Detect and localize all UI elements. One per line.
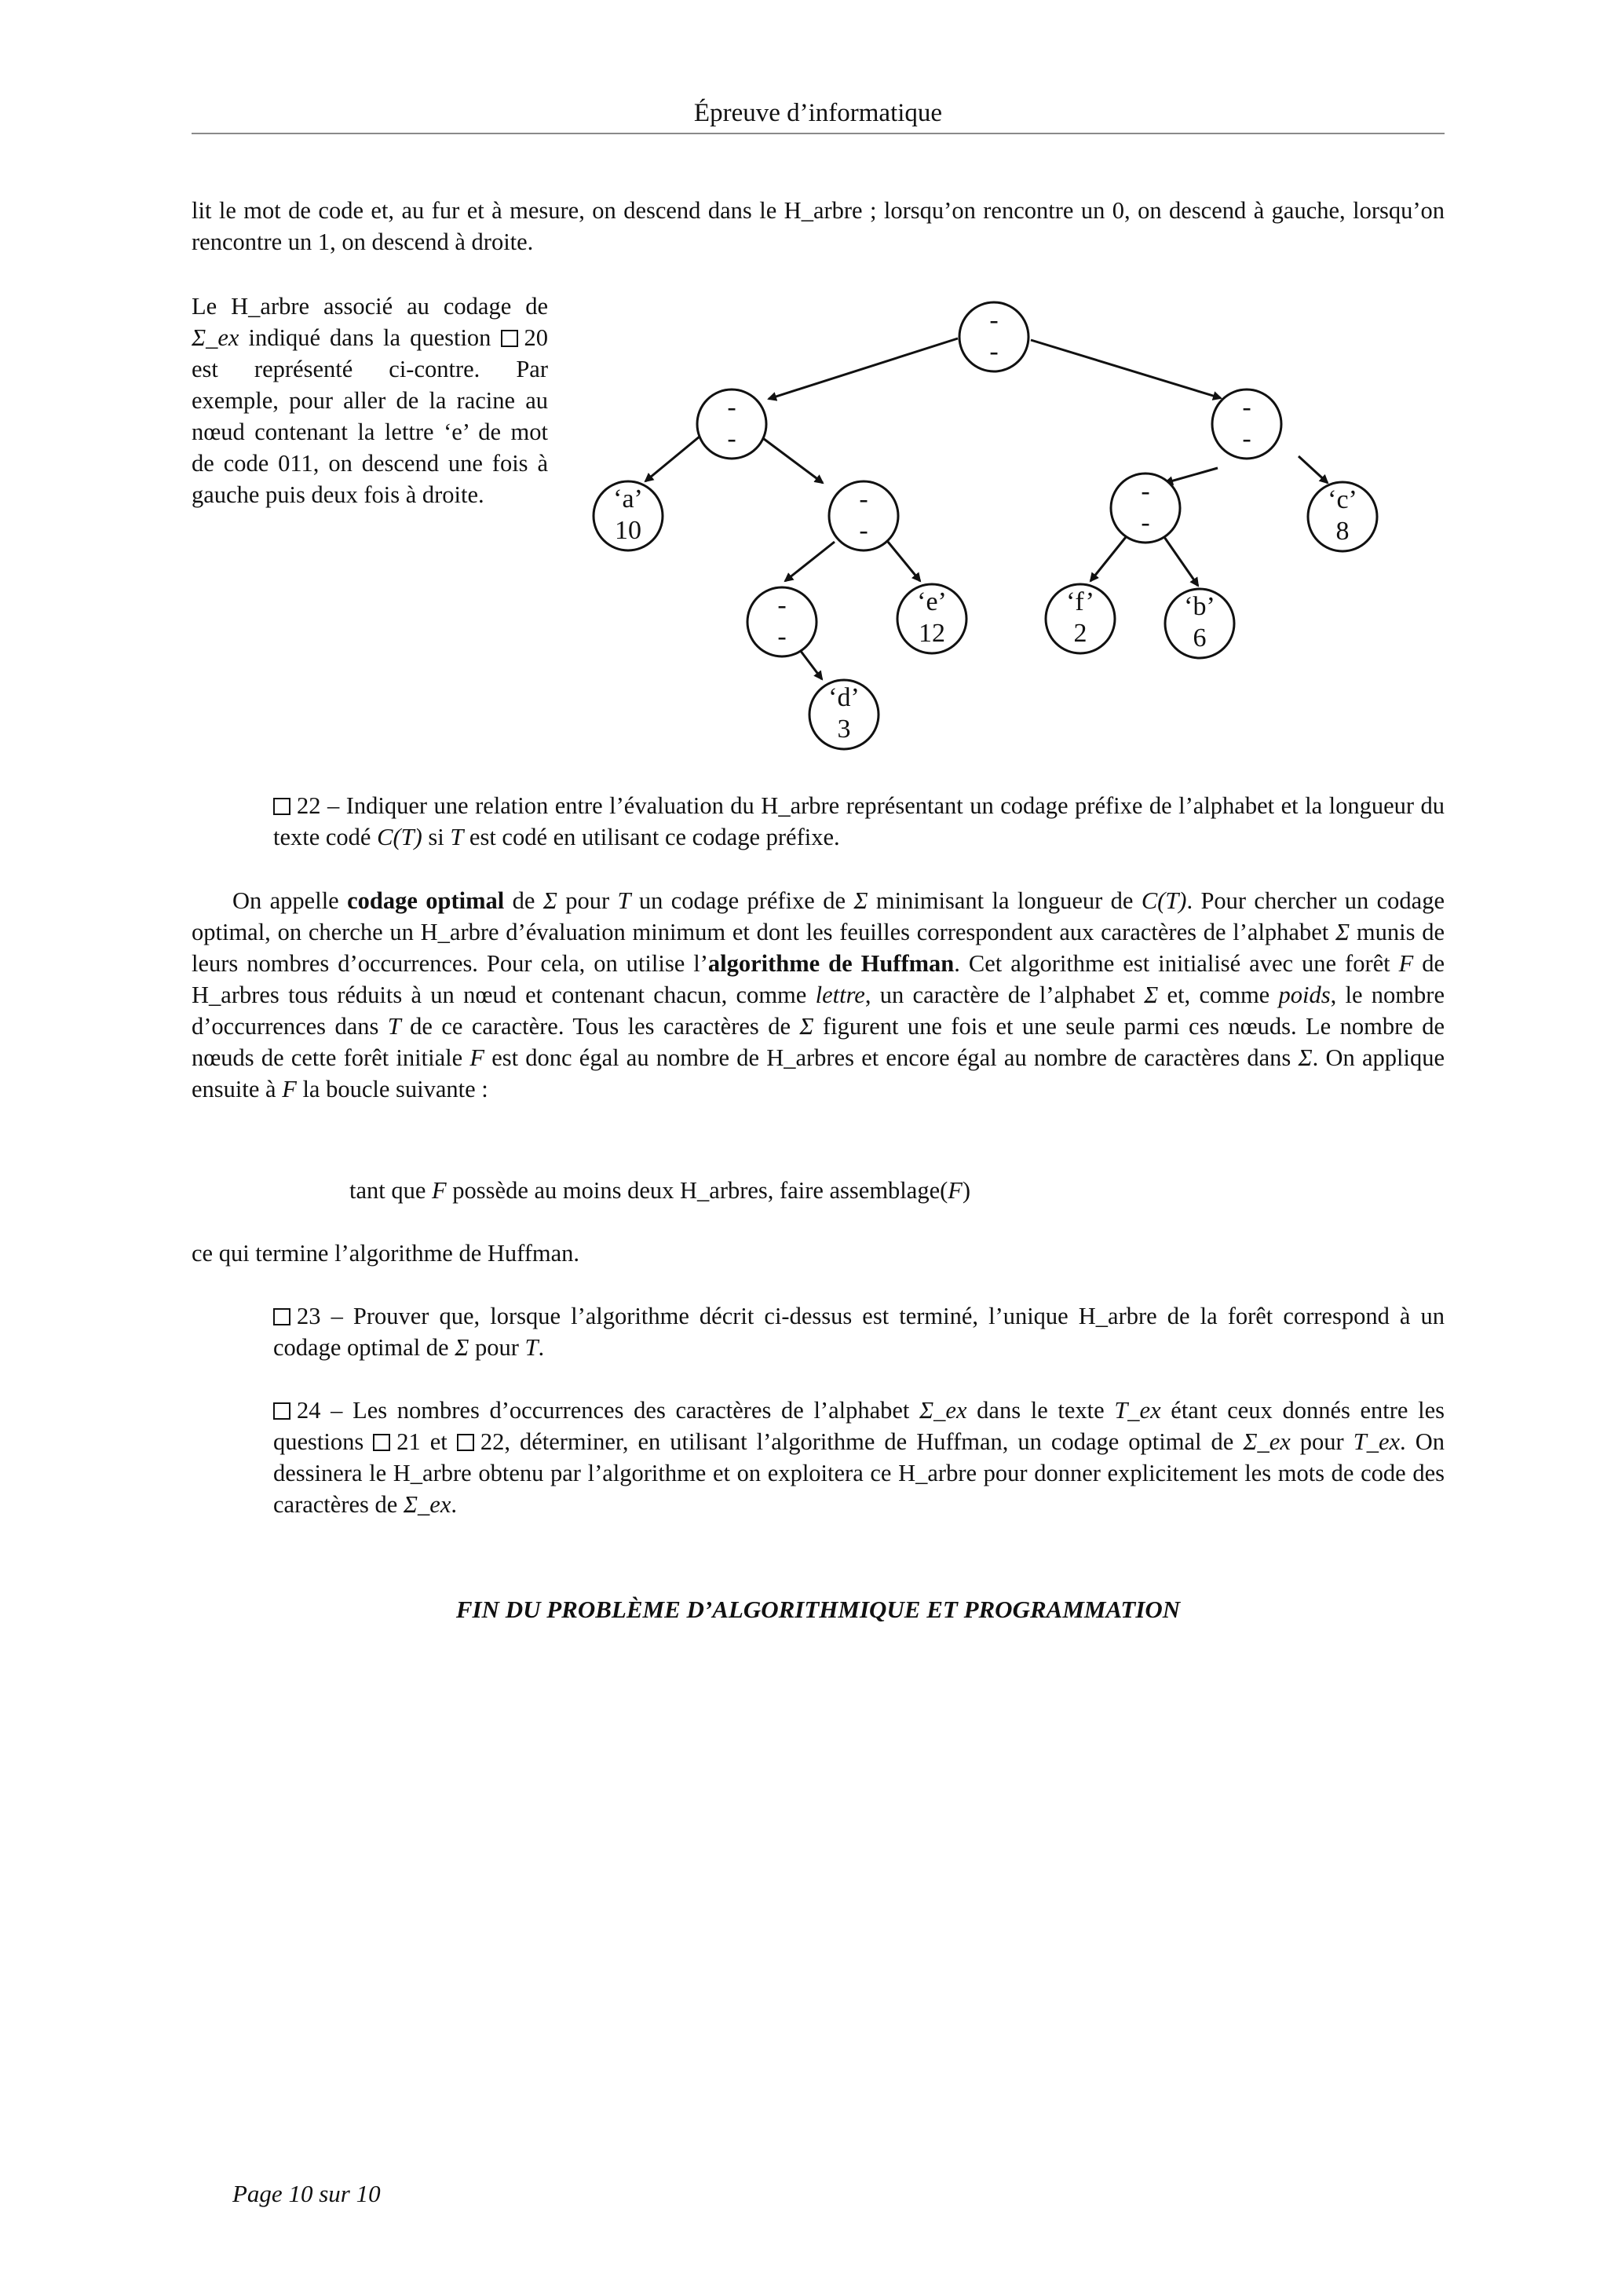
sigma-ex: Σ_ex bbox=[919, 1397, 967, 1424]
question-checkbox-icon bbox=[273, 1308, 290, 1325]
question-ref: 20 bbox=[524, 324, 548, 351]
sigma: Σ bbox=[853, 887, 868, 914]
node-value: 3 bbox=[837, 715, 851, 744]
tree-edge bbox=[1031, 340, 1221, 398]
question-22 bbox=[273, 790, 1445, 853]
text: ) bbox=[962, 1177, 971, 1204]
math-f: F bbox=[432, 1177, 447, 1204]
sigma: Σ bbox=[1144, 982, 1159, 1008]
node-value: - bbox=[989, 337, 999, 366]
node-label: - bbox=[727, 393, 736, 422]
sigma: Σ bbox=[542, 887, 557, 914]
term-lettre: lettre bbox=[815, 982, 865, 1008]
math-f: F bbox=[948, 1177, 963, 1204]
text: la boucle suivante : bbox=[296, 1076, 488, 1102]
node-value: 6 bbox=[1193, 623, 1207, 653]
text: figurent une fois et une seule parmi ces nœuds. Le nombre de nœuds de cette forêt initiale bbox=[192, 1013, 1445, 1071]
text: On appelle bbox=[232, 887, 348, 914]
text: est donc égal au nombre de H_arbres et encore égal au nombre de caractères dans bbox=[484, 1044, 1299, 1071]
text: . bbox=[538, 1334, 545, 1361]
sigma-ex: Σ_ex bbox=[1243, 1428, 1291, 1455]
text: est représenté ci-contre. Par exemple, pour aller de la racine au nœud contenant la lettre ‘e’ de mot de code 011, on descend une fois à gauche puis deux fois à droite. bbox=[192, 356, 548, 508]
question-checkbox-icon bbox=[457, 1434, 474, 1451]
question-number: 22 – bbox=[297, 792, 346, 819]
sigma: Σ bbox=[1335, 919, 1350, 945]
tree-edge bbox=[761, 437, 823, 483]
sigma: Σ bbox=[455, 1334, 469, 1361]
intro-paragraph: lit le mot de code et, au fur et à mesure, on descend dans le H_arbre ; lorsqu’on rencontre un 0, on descend à gauche, lorsqu’on rencontre un 1, on descend à droite. bbox=[192, 197, 1445, 255]
sigma: Σ bbox=[799, 1013, 814, 1040]
node-label: ‘f’ bbox=[1066, 587, 1094, 616]
node-value: 10 bbox=[615, 516, 641, 545]
node-label: ‘e’ bbox=[917, 587, 947, 616]
question-checkbox-icon bbox=[273, 1402, 290, 1420]
text: et, comme bbox=[1158, 982, 1279, 1008]
text: , un caractère de l’alphabet bbox=[864, 982, 1145, 1008]
text: Prouver que, lorsque l’algorithme décrit ci-dessus est terminé, l’unique H_arbre de la forêt correspond à un codage optimal de bbox=[273, 1303, 1445, 1361]
node-value: - bbox=[727, 424, 736, 453]
node-label: - bbox=[777, 590, 787, 620]
end-of-problem-title: FIN DU PROBLÈME D’ALGORITHMIQUE ET PROGRAMMATION bbox=[455, 1596, 1181, 1623]
text: Indiquer une relation entre l’évaluation du H_arbre représentant un codage préfixe de l’alphabet et la longueur du texte codé bbox=[273, 792, 1445, 850]
tree-edge bbox=[645, 437, 700, 481]
node-label: ‘b’ bbox=[1184, 592, 1215, 621]
node-value: 2 bbox=[1073, 619, 1087, 648]
tree-edge bbox=[1164, 537, 1198, 586]
question-ref: 21 bbox=[396, 1428, 421, 1455]
text: . Pour chercher un codage optimal, on cherche un H_arbre d’évaluation minimum et dont les feuilles correspondent aux caractères de l’alphabet bbox=[192, 887, 1445, 945]
algorithm-loop bbox=[349, 1175, 1291, 1206]
text: un codage préfixe de bbox=[630, 887, 854, 914]
text: de bbox=[504, 887, 543, 914]
text: Les nombres d’occurrences des caractères de l’alphabet bbox=[353, 1397, 920, 1424]
sigma: Σ bbox=[1298, 1044, 1313, 1071]
question-number: 24 – bbox=[297, 1397, 353, 1424]
node-label: - bbox=[859, 484, 868, 514]
huffman-tree-diagram bbox=[0, 0, 1622, 785]
text: pour bbox=[1290, 1428, 1353, 1455]
node-label: - bbox=[1242, 393, 1251, 422]
text: possède au moins deux H_arbres, faire assemblage( bbox=[446, 1177, 948, 1204]
text: minimisant la longueur de bbox=[868, 887, 1142, 914]
sigma-ex: Σ_ex bbox=[192, 324, 239, 351]
math-t: T bbox=[387, 1013, 401, 1040]
node-value: - bbox=[1242, 424, 1251, 453]
text: . On dessinera le H_arbre obtenu par l’algorithme et on exploitera ce H_arbre pour donner explicitement les mots de code des caractères de bbox=[273, 1428, 1445, 1518]
after-loop-text: ce qui termine l’algorithme de Huffman. bbox=[192, 1240, 580, 1267]
math-ct: C(T) bbox=[377, 824, 422, 850]
text: étant ceux donnés entre les questions bbox=[273, 1397, 1445, 1455]
math-ct: C(T) bbox=[1141, 887, 1187, 914]
math-t-ex: T_ex bbox=[1353, 1428, 1401, 1455]
text: Le H_arbre associé au codage de bbox=[192, 293, 548, 320]
math-t: T bbox=[617, 887, 631, 914]
page-number: Page 10 sur 10 bbox=[232, 2180, 381, 2207]
tree-edge bbox=[1299, 456, 1328, 483]
question-ref: 22 bbox=[480, 1428, 505, 1455]
text: de H_arbres tous réduits à un nœud et contenant chacun, comme bbox=[192, 950, 1445, 1008]
text: . Cet algorithme est initialisé avec une forêt bbox=[954, 950, 1399, 977]
text: indiqué dans la question bbox=[239, 324, 501, 351]
text: , le nombre d’occurrences dans bbox=[192, 982, 1445, 1040]
term-codage-optimal: codage optimal bbox=[347, 887, 505, 914]
sigma-ex: Σ_ex bbox=[403, 1491, 451, 1518]
node-label: ‘d’ bbox=[828, 683, 860, 712]
node-label: - bbox=[1141, 477, 1150, 506]
node-label: - bbox=[989, 305, 999, 335]
math-t: T bbox=[524, 1334, 539, 1361]
text: est codé en utilisant ce codage préfixe. bbox=[463, 824, 840, 850]
text: . On applique ensuite à bbox=[192, 1044, 1445, 1102]
tree-edge bbox=[1165, 468, 1218, 483]
question-checkbox-icon bbox=[373, 1434, 390, 1451]
text: munis de leurs nombres d’occurrences. Pour cela, on utilise l’ bbox=[192, 919, 1445, 977]
question-24 bbox=[273, 1395, 1445, 1520]
node-label: ‘a’ bbox=[613, 484, 643, 514]
text: dans le texte bbox=[966, 1397, 1115, 1424]
text: pour bbox=[469, 1334, 525, 1361]
term-poids: poids bbox=[1278, 982, 1331, 1008]
node-value: - bbox=[1141, 508, 1150, 537]
text: tant que bbox=[349, 1177, 433, 1204]
math-t-ex: T_ex bbox=[1114, 1397, 1161, 1424]
math-f: F bbox=[282, 1076, 297, 1102]
math-f: F bbox=[469, 1044, 484, 1071]
node-label: ‘c’ bbox=[1328, 485, 1357, 514]
text: pour bbox=[557, 887, 618, 914]
node-value: - bbox=[859, 516, 868, 545]
tree-edge bbox=[888, 542, 920, 581]
main-paragraph bbox=[192, 885, 1445, 1105]
tree-edge bbox=[785, 542, 835, 581]
tree-edge bbox=[769, 338, 958, 399]
text: et bbox=[420, 1428, 457, 1455]
page-header: Épreuve d’informatique bbox=[693, 99, 943, 127]
node-value: - bbox=[777, 622, 787, 651]
text: de ce caractère. Tous les caractères de bbox=[400, 1013, 800, 1040]
tree-edge bbox=[1090, 537, 1126, 581]
question-checkbox-icon bbox=[273, 798, 290, 815]
node-value: 8 bbox=[1335, 517, 1350, 546]
node-value: 12 bbox=[919, 619, 945, 648]
term-huffman: algorithme de Huffman bbox=[707, 950, 955, 977]
math-t: T bbox=[450, 824, 464, 850]
text: si bbox=[422, 824, 451, 850]
question-number: 23 – bbox=[297, 1303, 353, 1329]
question-23 bbox=[273, 1300, 1445, 1363]
text: . bbox=[451, 1491, 457, 1518]
text: , déterminer, en utilisant l’algorithme de Huffman, un codage optimal de bbox=[504, 1428, 1244, 1455]
math-f: F bbox=[1398, 950, 1414, 977]
